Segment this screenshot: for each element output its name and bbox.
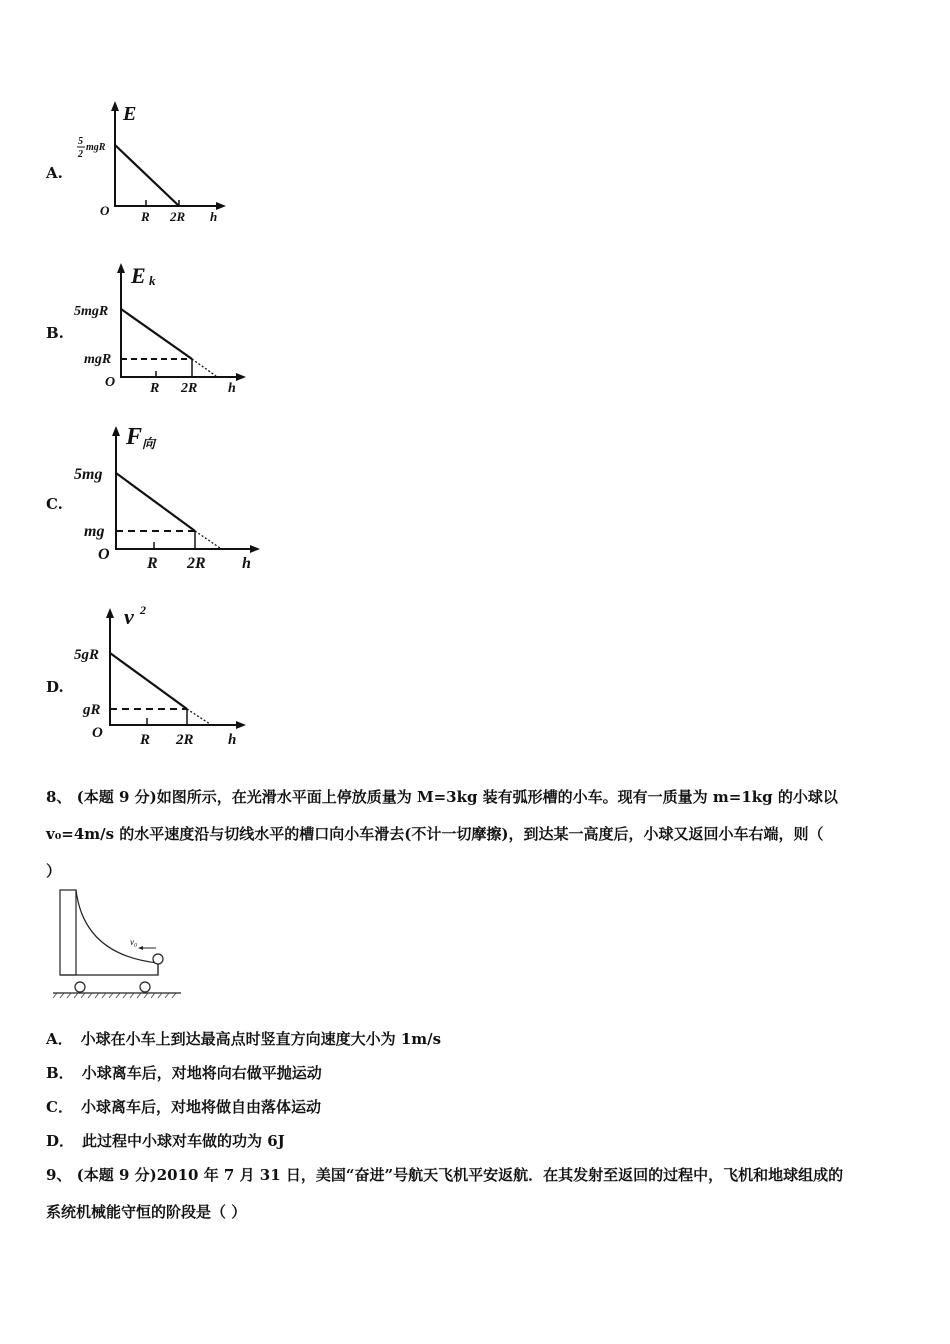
- option-c-label: C.: [46, 495, 63, 513]
- x-axis-label: h: [242, 555, 251, 572]
- data-line-extension: [187, 709, 210, 724]
- y-axis-label: v: [124, 604, 134, 629]
- y-axis-label: E: [123, 103, 137, 125]
- q8-line-3: ）: [46, 862, 62, 880]
- tick-label-r: R: [141, 209, 150, 224]
- graph-a: [70, 95, 240, 230]
- tick-label-2r: 2R: [170, 209, 186, 224]
- x-axis-arrow: [236, 373, 246, 381]
- velocity-label: v₀: [130, 937, 138, 947]
- wheel-left: [75, 982, 85, 992]
- tick-label-r: R: [147, 555, 158, 572]
- q8-option-a: A． 小球在小车上到达最高点时竖直方向速度大小为 1m/s: [46, 1030, 442, 1048]
- y-axis-label: E: [131, 263, 146, 288]
- y-top-label: 5mgR: [74, 304, 109, 319]
- x-axis-label: h: [210, 209, 218, 224]
- y-axis-subscript: k: [149, 273, 156, 288]
- cart-figure: [48, 885, 188, 1000]
- data-line: [110, 653, 187, 709]
- q8-line-1: 8、 (本题 9 分)如图所示，在光滑水平面上停放质量为 M=3kg 装有弧形槽的小车。现有一质量为 m=1kg 的小球以: [46, 788, 838, 806]
- x-axis-label: h: [228, 381, 236, 396]
- option-b-label: B.: [46, 324, 64, 342]
- y-axis-superscript: 2: [140, 603, 146, 617]
- x-axis-arrow: [216, 202, 226, 210]
- y-mid-label: mg: [84, 523, 105, 540]
- y-mid-label: mgR: [84, 352, 112, 367]
- graph-d: [70, 600, 260, 750]
- x-axis-arrow: [250, 545, 260, 553]
- ball: [153, 954, 163, 964]
- y-top-denominator: 2: [78, 149, 83, 160]
- y-axis-arrow: [117, 263, 125, 273]
- y-top-unit: mgR: [86, 142, 106, 153]
- tick-label-r: R: [150, 381, 160, 396]
- x-axis-arrow: [236, 721, 246, 729]
- q8-option-c: C． 小球离车后，对地将做自由落体运动: [46, 1098, 321, 1116]
- y-top-numerator: 5: [78, 136, 83, 147]
- graph-c: [70, 418, 270, 578]
- tick-label-2r: 2R: [176, 732, 194, 748]
- y-axis-label: F: [126, 424, 143, 450]
- y-axis-subscript: 向: [142, 436, 156, 451]
- cart-back-wall: [60, 890, 76, 975]
- origin-label: O: [105, 375, 116, 390]
- data-line: [121, 309, 192, 359]
- y-top-label: 5mg: [74, 466, 103, 483]
- option-d-label: D.: [46, 678, 64, 696]
- option-a-label: A.: [46, 164, 63, 182]
- y-axis-arrow: [112, 426, 120, 436]
- y-top-label: 5gR: [74, 647, 100, 663]
- q8-line-2: v₀=4m/s 的水平速度沿与切线水平的槽口向小车滑去(不计一切摩擦)，到达某一高度后，小球又返回小车右端，则（: [46, 825, 824, 843]
- data-line: [115, 145, 179, 206]
- y-axis-arrow: [106, 608, 114, 618]
- cart-body: [60, 890, 158, 975]
- tick-label-2r: 2R: [187, 555, 206, 572]
- origin-label: O: [92, 725, 103, 741]
- y-mid-label: gR: [83, 702, 101, 718]
- wheel-right: [140, 982, 150, 992]
- graph-b: [70, 255, 260, 400]
- y-axis-arrow: [111, 101, 119, 111]
- tick-label-2r: 2R: [181, 381, 198, 396]
- data-line-extension: [195, 531, 220, 548]
- x-axis-label: h: [228, 732, 237, 748]
- q8-option-d: D． 此过程中小球对车做的功为 6J: [46, 1132, 285, 1150]
- data-line: [116, 473, 195, 531]
- q9-line-2: 系统机械能守恒的阶段是（ ）: [46, 1203, 247, 1221]
- origin-label: O: [100, 203, 110, 218]
- q8-option-b: B． 小球离车后，对地将向右做平抛运动: [46, 1064, 322, 1082]
- origin-label: O: [98, 546, 110, 563]
- tick-label-r: R: [140, 732, 151, 748]
- data-line-extension: [192, 359, 216, 376]
- q9-line-1: 9、 (本题 9 分)2010 年 7 月 31 日，美国“奋进”号航天飞机平安返航．在其发射至返回的过程中，飞机和地球组成的: [46, 1166, 844, 1184]
